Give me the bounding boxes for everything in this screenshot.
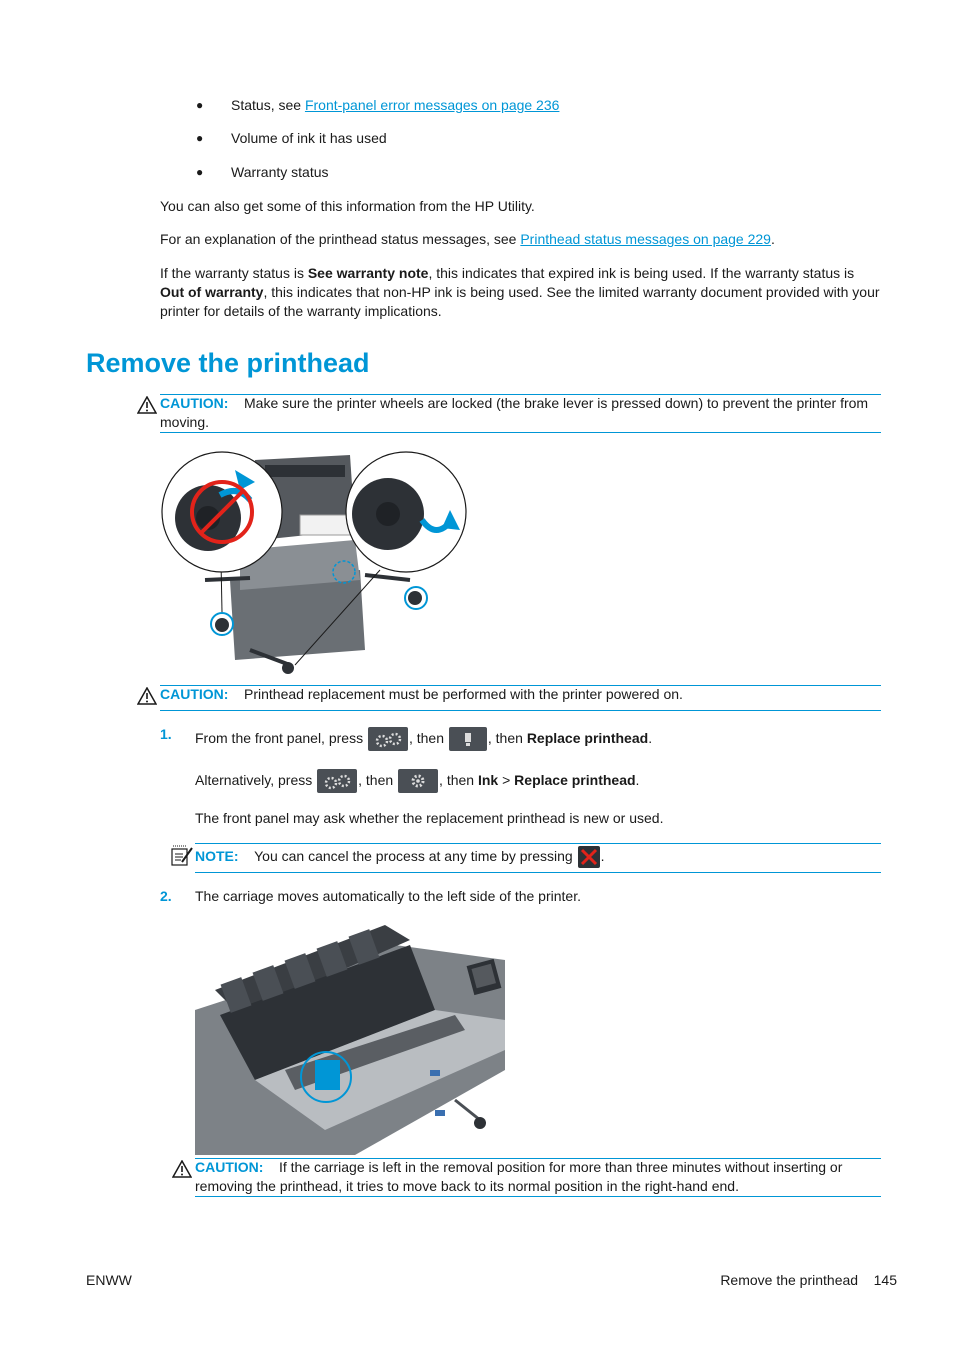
- section-heading: Remove the printhead: [86, 348, 370, 378]
- footer-right: [720, 1271, 897, 1290]
- bullet-item: [231, 96, 559, 115]
- bullet-dot: ●: [196, 98, 204, 112]
- note-rule: [195, 872, 881, 873]
- menu-option: Ink: [477, 772, 499, 788]
- footer-left: ENWW: [86, 1272, 132, 1288]
- caution-text: If the carriage is left in the removal position for more than three minutes without inserting or removing the printhead, it tries to move back to its normal position in the right-hand end.: [195, 1159, 843, 1194]
- caution-rule: [160, 710, 881, 711]
- cancel-x-icon[interactable]: [578, 846, 600, 868]
- menu-option: Replace printhead: [514, 772, 636, 788]
- caution-box: [195, 1158, 881, 1196]
- menu-option: Replace printhead: [526, 730, 649, 746]
- step-1-instruction: [195, 727, 652, 751]
- printer-carriage-illustration: [195, 920, 505, 1155]
- warning-icon: [137, 687, 157, 705]
- note-label: NOTE:: [195, 848, 239, 864]
- note-text: .: [600, 848, 605, 864]
- paragraph-text: If the warranty status is: [160, 265, 308, 281]
- caution-text: Make sure the printer wheels are locked (the brake lever is pressed down) to prevent the printer from moving.: [160, 395, 869, 430]
- note-box: [195, 845, 881, 868]
- step-2-instruction: The carriage moves automatically to the left side of the printer.: [195, 888, 581, 904]
- error-messages-link[interactable]: Front-panel error messages on page 236: [304, 97, 560, 113]
- note-icon: [170, 845, 194, 867]
- note-text: You can cancel the process at any time by pressing: [254, 848, 577, 864]
- settings-gear-icon[interactable]: [317, 769, 357, 793]
- paragraph-hp-utility: You can also get some of this information from the HP Utility.: [160, 198, 535, 214]
- step-number: 1.: [160, 726, 172, 742]
- paragraph-text: For an explanation of the printhead status messages, see: [160, 231, 521, 247]
- caution-rule: [195, 1196, 881, 1197]
- ink-printhead-icon[interactable]: [449, 727, 487, 751]
- paragraph-warranty: [160, 264, 880, 321]
- caution-label: CAUTION:: [160, 395, 229, 411]
- step-text: .: [648, 730, 653, 746]
- step-text: From the front panel, press: [195, 730, 367, 746]
- step-text: , then: [487, 730, 527, 746]
- bullet-dot: ●: [196, 165, 204, 179]
- warranty-term: See warranty note: [307, 265, 429, 281]
- page-number: 145: [873, 1272, 897, 1288]
- caution-box: [160, 394, 881, 432]
- bullet-dot: ●: [196, 131, 204, 145]
- step-number: 2.: [160, 888, 172, 904]
- step-text: .: [635, 772, 640, 788]
- step-text: Alternatively, press: [195, 772, 317, 788]
- step-text: , then: [408, 730, 448, 746]
- settings-gear-icon[interactable]: [368, 727, 408, 751]
- caution-text: Printhead replacement must be performed with the printer powered on.: [244, 686, 683, 702]
- caution-rule: [160, 432, 881, 433]
- gear-icon[interactable]: [398, 769, 438, 793]
- step-text: , then: [358, 772, 398, 788]
- step-1-alternative: [195, 769, 639, 793]
- caution-box: [160, 685, 881, 704]
- warning-icon: [137, 396, 157, 414]
- step-1-note-text: The front panel may ask whether the replacement printhead is new or used.: [195, 810, 664, 826]
- note-rule: [195, 843, 881, 844]
- bullet-text: Status, see: [231, 97, 305, 113]
- warning-icon: [172, 1160, 192, 1178]
- paragraph-text: .: [770, 231, 775, 247]
- paragraph-text: , this indicates that expired ink is being used. If the warranty status is: [428, 265, 855, 281]
- caution-label: CAUTION:: [160, 686, 229, 702]
- step-text: , then: [439, 772, 478, 788]
- step-text: >: [498, 772, 515, 788]
- bullet-item: Warranty status: [231, 164, 329, 180]
- bullet-item: Volume of ink it has used: [231, 130, 387, 146]
- paragraph-status-explanation: [160, 230, 775, 249]
- footer-section-title: Remove the printhead: [720, 1272, 859, 1288]
- printer-wheels-illustration: [160, 450, 470, 680]
- caution-label: CAUTION:: [195, 1159, 264, 1175]
- status-messages-link[interactable]: Printhead status messages on page 229: [520, 231, 771, 247]
- warranty-term: Out of warranty: [160, 284, 264, 300]
- paragraph-text: , this indicates that non-HP ink is being used. See the limited warranty document provided with your printer for details of the warranty implications.: [160, 284, 880, 319]
